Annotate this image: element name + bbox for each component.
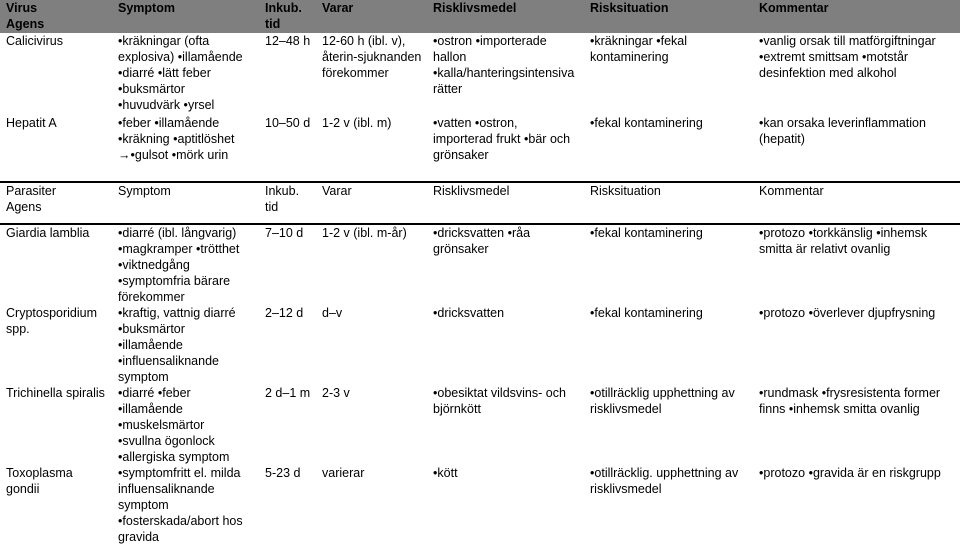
cell-line xyxy=(118,449,259,465)
cell-line xyxy=(759,241,960,257)
cell-text: • fekal xyxy=(656,34,687,48)
risklivsmedel-cell xyxy=(427,465,584,549)
cell-line: förekommer xyxy=(322,66,389,80)
cell-line xyxy=(433,49,584,65)
symptom-cell xyxy=(112,305,259,385)
cell-text: importerad frukt xyxy=(433,132,525,146)
cell-line: spp. xyxy=(6,322,30,336)
risksituation-cell xyxy=(584,385,753,465)
risksituation-cell xyxy=(584,465,753,549)
cell-text: • influensaliknande xyxy=(118,354,219,368)
cell-line: 1-2 v (ibl. m-år) xyxy=(322,226,407,240)
cell-line xyxy=(118,273,259,289)
cell-text: • ostron xyxy=(433,34,476,48)
cell-line xyxy=(118,115,259,131)
cell-text: • buksmärtor xyxy=(118,322,185,336)
cell-line xyxy=(590,33,753,49)
cell-line xyxy=(118,401,259,417)
cell-text: • fosterskada/abort hos xyxy=(118,514,243,528)
cell-text: (hepatit) xyxy=(759,132,805,146)
cell-line xyxy=(433,33,584,49)
cell-line xyxy=(118,289,259,305)
cell-text: • vatten xyxy=(433,116,475,130)
cell-line xyxy=(590,385,753,401)
cell-text: • allergiska symptom xyxy=(118,450,229,464)
cell-line xyxy=(118,529,259,545)
cell-text: smitta är relativt ovanlig xyxy=(759,242,891,256)
cell-line xyxy=(118,305,259,321)
header-varar: Varar xyxy=(322,184,352,198)
inkub-cell xyxy=(259,385,316,465)
header-risklivsmedel: Risklivsmedel xyxy=(433,184,510,198)
cell-line xyxy=(433,147,584,163)
table-row xyxy=(0,224,960,305)
cell-line xyxy=(590,465,753,481)
cell-line xyxy=(118,369,259,385)
varar-cell xyxy=(316,115,427,183)
cell-text: influensaliknande xyxy=(118,482,215,496)
cell-line xyxy=(118,65,259,81)
cell-line: gondii xyxy=(6,482,40,496)
cell-line: Hepatit A xyxy=(6,116,57,130)
cell-line: 2 d–1 m xyxy=(265,386,311,400)
cell-text: • lätt feber xyxy=(158,66,211,80)
cell-line xyxy=(590,305,753,321)
agens-cell xyxy=(0,115,112,183)
cell-text: • fekal kontaminering xyxy=(590,226,703,240)
cell-text: risklivsmedel xyxy=(590,402,662,416)
parasite-header-row xyxy=(0,182,960,224)
cell-line: Toxoplasma xyxy=(6,466,73,480)
table-row xyxy=(0,115,960,183)
cell-line xyxy=(118,147,259,163)
cell-text: • muskelsmärtor xyxy=(118,418,204,432)
cell-text: • kan orsaka leverinflammation xyxy=(759,116,926,130)
cell-line: 1-2 v (ibl. m) xyxy=(322,116,392,130)
cell-text: • motstår xyxy=(862,50,908,64)
cell-text: • inhemsk smitta ovanlig xyxy=(789,402,920,416)
cell-text: • kött xyxy=(433,466,458,480)
virus-table xyxy=(0,0,960,183)
cell-text: • illamående xyxy=(118,402,183,416)
header-inkub: Inkub. tid xyxy=(259,0,316,33)
varar-cell xyxy=(316,465,427,549)
cell-line xyxy=(118,497,259,513)
cell-text: symptom xyxy=(118,498,169,512)
cell-text: • råa xyxy=(508,226,530,240)
symptom-cell xyxy=(112,115,259,183)
risklivsmedel-cell xyxy=(427,115,584,183)
cell-text: • diarré xyxy=(118,386,158,400)
cell-line: d–v xyxy=(322,306,343,320)
cell-line xyxy=(118,513,259,529)
symptom-cell xyxy=(112,465,259,549)
cell-text: grönsaker xyxy=(433,148,489,162)
cell-text: • bär och xyxy=(524,132,570,146)
cell-line xyxy=(433,225,584,241)
cell-line: Cryptosporidium xyxy=(6,306,98,320)
virus-header-row xyxy=(0,0,960,33)
cell-line xyxy=(118,131,259,147)
parasite-table xyxy=(0,181,960,549)
cell-text: • kalla/hanteringsintensiva xyxy=(433,66,574,80)
cell-line xyxy=(759,385,960,401)
cell-text: • yrsel xyxy=(184,98,215,112)
cell-text: • illamående xyxy=(118,338,183,352)
cell-text: • otillräcklig. upphettning av xyxy=(590,466,738,480)
cell-text: • obesiktat vildsvins- och xyxy=(433,386,566,400)
header-varar: Varar xyxy=(316,0,427,33)
cell-line xyxy=(433,65,584,81)
agens-cell xyxy=(0,224,112,305)
risklivsmedel-cell xyxy=(427,33,584,115)
cell-text: • diarré xyxy=(118,66,158,80)
cell-line xyxy=(433,115,584,131)
header-symptom: Symptom xyxy=(118,184,171,198)
cell-text: • illamående xyxy=(154,116,219,130)
cell-line: Giardia lamblia xyxy=(6,226,90,240)
cell-text: • protozo xyxy=(759,466,809,480)
cell-text: • mörk urin xyxy=(172,148,228,162)
cell-line xyxy=(590,49,753,65)
cell-line xyxy=(433,465,584,481)
cell-text: kontaminering xyxy=(590,50,669,64)
cell-text: • kräkningar xyxy=(590,34,656,48)
risklivsmedel-cell xyxy=(427,385,584,465)
inkub-cell xyxy=(259,465,316,549)
cell-line xyxy=(759,115,960,131)
cell-line: varierar xyxy=(322,466,365,480)
cell-line xyxy=(118,257,259,273)
cell-line xyxy=(118,81,259,97)
cell-line xyxy=(118,465,259,481)
cell-text: finns xyxy=(759,402,789,416)
cell-text: rätter xyxy=(433,82,463,96)
cell-line xyxy=(590,225,753,241)
varar-cell xyxy=(316,385,427,465)
cell-text: • otillräcklig upphettning av xyxy=(590,386,735,400)
cell-line xyxy=(759,465,960,481)
cell-text: • dricksvatten xyxy=(433,226,508,240)
header-risksituation: Risksituation xyxy=(584,0,753,33)
cell-line xyxy=(759,225,960,241)
cell-line: Calicivirus xyxy=(6,34,63,48)
cell-line xyxy=(590,481,753,497)
cell-text: • kräkningar (ofta xyxy=(118,34,209,48)
cell-line: återin-sjuknanden xyxy=(322,50,422,64)
cell-line xyxy=(118,353,259,369)
table-row xyxy=(0,305,960,385)
risklivsmedel-cell xyxy=(427,305,584,385)
cell-text: • torkkänslig xyxy=(809,226,877,240)
cell-line xyxy=(118,481,259,497)
cell-line xyxy=(433,241,584,257)
risksituation-cell xyxy=(584,115,753,183)
header-agens: Parasiter Agens xyxy=(6,184,57,214)
cell-line xyxy=(118,433,259,449)
cell-line xyxy=(759,131,960,147)
cell-text: • huvudvärk xyxy=(118,98,184,112)
cell-text: • svullna ögonlock xyxy=(118,434,215,448)
cell-line xyxy=(433,131,584,147)
cell-text: • feber xyxy=(158,386,191,400)
cell-line xyxy=(118,241,259,257)
header-agens: Virus Agens xyxy=(0,0,112,33)
cell-text: • dricksvatten xyxy=(433,306,504,320)
cell-line xyxy=(118,33,259,49)
cell-text: desinfektion med alkohol xyxy=(759,66,897,80)
cell-text: • protozo xyxy=(759,226,809,240)
cell-line: 12-60 h (ibl. v), xyxy=(322,34,406,48)
cell-line xyxy=(759,65,960,81)
cell-text: • symptomfria bärare xyxy=(118,274,230,288)
cell-line xyxy=(433,401,584,417)
cell-line xyxy=(759,49,960,65)
cell-text: • diarré (ibl. långvarig) xyxy=(118,226,236,240)
symptom-cell xyxy=(112,33,259,115)
cell-text: • kräkning xyxy=(118,132,173,146)
header-symptom: Symptom xyxy=(112,0,259,33)
cell-text: • feber xyxy=(118,116,154,130)
header-kommentar: Kommentar xyxy=(753,0,960,33)
header-kommentar: Kommentar xyxy=(759,184,824,198)
cell-text: förekommer xyxy=(118,290,185,304)
symptom-cell xyxy=(112,224,259,305)
risksituation-cell xyxy=(584,33,753,115)
kommentar-cell xyxy=(753,33,960,115)
cell-line: 2–12 d xyxy=(265,306,304,320)
cell-line xyxy=(118,49,259,65)
cell-text: • buksmärtor xyxy=(118,82,185,96)
cell-text: gravida xyxy=(118,530,159,544)
cell-text: • trötthet xyxy=(196,242,239,256)
cell-line: 10–50 d xyxy=(265,116,311,130)
cell-text: hallon xyxy=(433,50,467,64)
agens-cell xyxy=(0,465,112,549)
risklivsmedel-cell xyxy=(427,224,584,305)
header-inkub: Inkub. tid xyxy=(265,184,300,214)
cell-text: • gravida är en riskgrupp xyxy=(809,466,941,480)
cell-line xyxy=(433,385,584,401)
cell-text: • fekal kontaminering xyxy=(590,116,703,130)
cell-text: • protozo xyxy=(759,306,809,320)
varar-cell xyxy=(316,305,427,385)
inkub-cell xyxy=(259,224,316,305)
cell-line: 12–48 h xyxy=(265,34,311,48)
cell-text: • aptitlöshet xyxy=(173,132,234,146)
cell-line xyxy=(118,337,259,353)
header-risklivsmedel: Risklivsmedel xyxy=(427,0,584,33)
header-risksituation: Risksituation xyxy=(590,184,661,198)
cell-text: • rundmask xyxy=(759,386,822,400)
cell-text: symptom xyxy=(118,370,169,384)
cell-text: • ostron, xyxy=(475,116,518,130)
agens-cell xyxy=(0,33,112,115)
symptom-cell xyxy=(112,385,259,465)
inkub-cell xyxy=(259,115,316,183)
cell-line xyxy=(759,401,960,417)
inkub-cell xyxy=(259,305,316,385)
risksituation-cell xyxy=(584,305,753,385)
cell-line xyxy=(590,115,753,131)
agens-cell xyxy=(0,305,112,385)
risksituation-cell xyxy=(584,224,753,305)
cell-text: björnkött xyxy=(433,402,481,416)
cell-text: →• gulsot xyxy=(118,148,172,162)
cell-line: Trichinella spiralis xyxy=(6,386,105,400)
cell-line: 2-3 v xyxy=(322,386,350,400)
kommentar-cell xyxy=(753,115,960,183)
cell-text: • inhemsk xyxy=(876,226,927,240)
kommentar-cell xyxy=(753,385,960,465)
kommentar-cell xyxy=(753,224,960,305)
cell-line xyxy=(759,305,960,321)
agens-cell xyxy=(0,385,112,465)
cell-text: • kraftig, vattnig diarré xyxy=(118,306,236,320)
cell-line xyxy=(118,97,259,113)
varar-cell xyxy=(316,224,427,305)
varar-cell xyxy=(316,33,427,115)
cell-text: • överlever djupfrysning xyxy=(809,306,936,320)
cell-text: • frysresistenta former xyxy=(822,386,940,400)
table-row xyxy=(0,33,960,115)
cell-text: grönsaker xyxy=(433,242,489,256)
cell-text: explosiva) xyxy=(118,50,178,64)
cell-line xyxy=(590,401,753,417)
kommentar-cell xyxy=(753,465,960,549)
cell-text: • illamående xyxy=(178,50,243,64)
inkub-cell xyxy=(259,33,316,115)
cell-text: • symptomfritt el. milda xyxy=(118,466,240,480)
cell-text: risklivsmedel xyxy=(590,482,662,496)
cell-text: • extremt smittsam xyxy=(759,50,862,64)
cell-line: 7–10 d xyxy=(265,226,304,240)
table-row xyxy=(0,465,960,549)
cell-text: • fekal kontaminering xyxy=(590,306,703,320)
cell-line xyxy=(118,385,259,401)
cell-line: 5-23 d xyxy=(265,466,301,480)
kommentar-cell xyxy=(753,305,960,385)
cell-text: • importerade xyxy=(476,34,547,48)
cell-text: • magkramper xyxy=(118,242,196,256)
cell-line xyxy=(759,33,960,49)
cell-text: • vanlig orsak till matförgiftningar xyxy=(759,34,936,48)
cell-line xyxy=(433,81,584,97)
cell-line xyxy=(118,321,259,337)
cell-line xyxy=(433,305,584,321)
cell-line xyxy=(118,417,259,433)
cell-line xyxy=(118,225,259,241)
table-row xyxy=(0,385,960,465)
cell-text: • viktnedgång xyxy=(118,258,190,272)
